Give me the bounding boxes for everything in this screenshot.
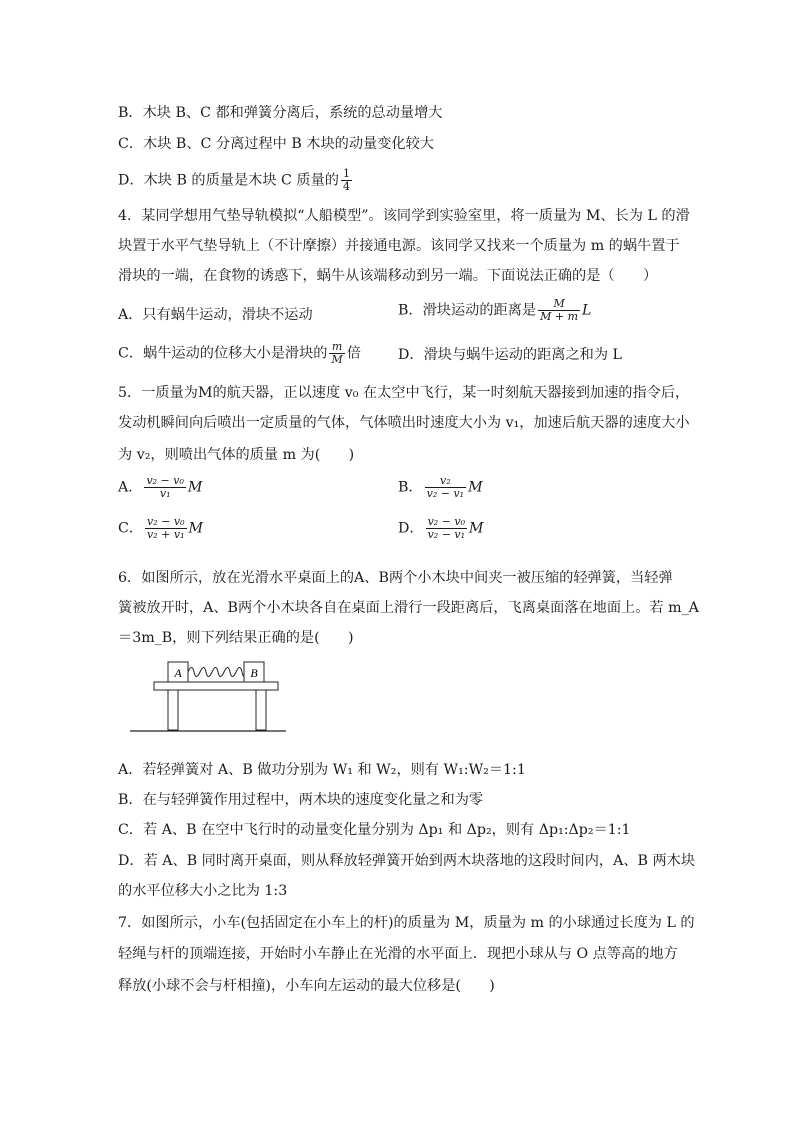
q5-option-a: A． $\frac{\text{v₂ − v₀}}{\text{v₁}}$ M bbox=[118, 474, 203, 500]
fraction: $\frac{1}{4}$ bbox=[342, 167, 350, 193]
q6-stem-line1: 6．如图所示，放在光滑水平桌面上的A、B两个小木块中间夹一被压缩的轻弹簧，当轻弹 bbox=[118, 570, 673, 586]
q3-option-c: C．木块 B、C 分离过程中 B 木块的动量变化较大 bbox=[118, 136, 434, 152]
q4-stem-line1: 4．某同学想用气垫导轨模拟“人船模型”。该同学到实验室里，将一质量为 M、长为 L 的滑 bbox=[118, 208, 690, 224]
q5-option-b: B． $\frac{\text{v₂}}{\text{v₂ − v₁}}$ M bbox=[398, 474, 483, 500]
q5-option-d: D． $\frac{\text{v₂ − v₀}}{\text{v₂ − v₁}}$ M bbox=[398, 515, 484, 541]
block-a-label: A bbox=[174, 666, 182, 680]
table-leg-left bbox=[168, 690, 178, 730]
q4-option-a: A．只有蜗牛运动，滑块不运动 bbox=[118, 307, 313, 323]
q3-option-d-text: D．木块 B 的质量是木块 C 质量的 bbox=[118, 172, 339, 189]
q6-option-b: B．在与轻弹簧作用过程中，两木块的速度变化量之和为零 bbox=[118, 792, 484, 808]
fraction: $\frac{M}{M + m}$ bbox=[540, 297, 579, 323]
fraction: $\frac{m}{M}$ bbox=[331, 340, 343, 366]
q3-option-d bbox=[118, 168, 354, 193]
q4-option-d: D．滑块与蜗牛运动的距离之和为 L bbox=[398, 347, 622, 363]
q5-option-c: C． $\frac{\text{v₂ − v₀}}{\text{v₂ + v₁}}$ M bbox=[118, 515, 204, 541]
q5-stem-line3: 为 v₂，则喷出气体的质量 m 为( ) bbox=[118, 447, 355, 463]
fraction: $\frac{\text{v₂ − v₀}}{\text{v₂ − v₁}}$ bbox=[427, 515, 466, 541]
q5-stem-line2: 发动机瞬间向后喷出一定质量的气体，气体喷出时速度大小为 v₁，加速后航天器的速度大小 bbox=[118, 415, 690, 431]
q4-stem-line3: 滑块的一端，在食物的诱惑下，蜗牛从该端移动到另一端。下面说法正确的是（ ） bbox=[118, 268, 658, 284]
spring-blocks-figure bbox=[128, 658, 288, 738]
q4-option-c: C．蜗牛运动的位移大小是滑块的 $\frac{m}{M}$ 倍 bbox=[118, 340, 361, 366]
block-b-label: B bbox=[250, 666, 258, 680]
fraction: $\frac{\text{v₂}}{\text{v₂ − v₁}}$ bbox=[426, 474, 465, 500]
q6-option-d-line1: D．若 A、B 同时离开桌面，则从释放轻弹簧开始到两木块落地的这段时间内，A、B 两木块 bbox=[118, 853, 696, 869]
q5-stem-line1: 5．一质量为M的航天器，正以速度 v₀ 在太空中飞行，某一时刻航天器接到加速的指令后， bbox=[118, 385, 690, 401]
q6-option-a: A．若轻弹簧对 A、B 做功分别为 W₁ 和 W₂，则有 W₁:W₂＝1:1 bbox=[118, 762, 526, 778]
q7-stem-line2: 轻绳与杆的顶端连接，开始时小车静止在光滑的水平面上．现把小球从与 O 点等高的地方 bbox=[118, 946, 678, 962]
table-top bbox=[154, 682, 278, 690]
q7-stem-line1: 7．如图所示，小车(包括固定在小车上的杆)的质量为 M，质量为 m 的小球通过长度为 L 的 bbox=[118, 915, 695, 931]
fraction: $\frac{\text{v₂ − v₀}}{\text{v₂ + v₁}}$ bbox=[147, 515, 185, 541]
q7-stem-line3: 释放(小球不会与杆相撞)，小车向左运动的最大位移是( ) bbox=[118, 978, 495, 994]
q6-option-d-line2: 的水平位移大小之比为 1:3 bbox=[118, 883, 288, 899]
spring bbox=[188, 668, 246, 677]
q4-stem-line2: 块置于水平气垫导轨上（不计摩擦）并接通电源。该同学又找来一个质量为 m 的蜗牛置于 bbox=[118, 238, 680, 254]
q6-option-c: C．若 A、B 在空中飞行时的动量变化量分别为 Δp₁ 和 Δp₂，则有 Δp₁:Δp₂＝1:1 bbox=[118, 822, 631, 838]
q6-stem-line2: 簧被放开时，A、B两个小木块各自在桌面上滑行一段距离后，飞离桌面落在地面上。若 m_A bbox=[118, 600, 699, 616]
q3-option-b: B．木块 B、C 都和弹簧分离后，系统的总动量增大 bbox=[118, 105, 443, 121]
q4-option-b: B．滑块运动的距离是 $\frac{M}{M + m}$ L bbox=[398, 297, 592, 323]
q6-stem-line3: ＝3m_B，则下列结果正确的是( ) bbox=[118, 630, 354, 646]
fraction: $\frac{\text{v₂ − v₀}}{\text{v₁}}$ bbox=[146, 474, 184, 500]
table-leg-right bbox=[256, 690, 266, 730]
